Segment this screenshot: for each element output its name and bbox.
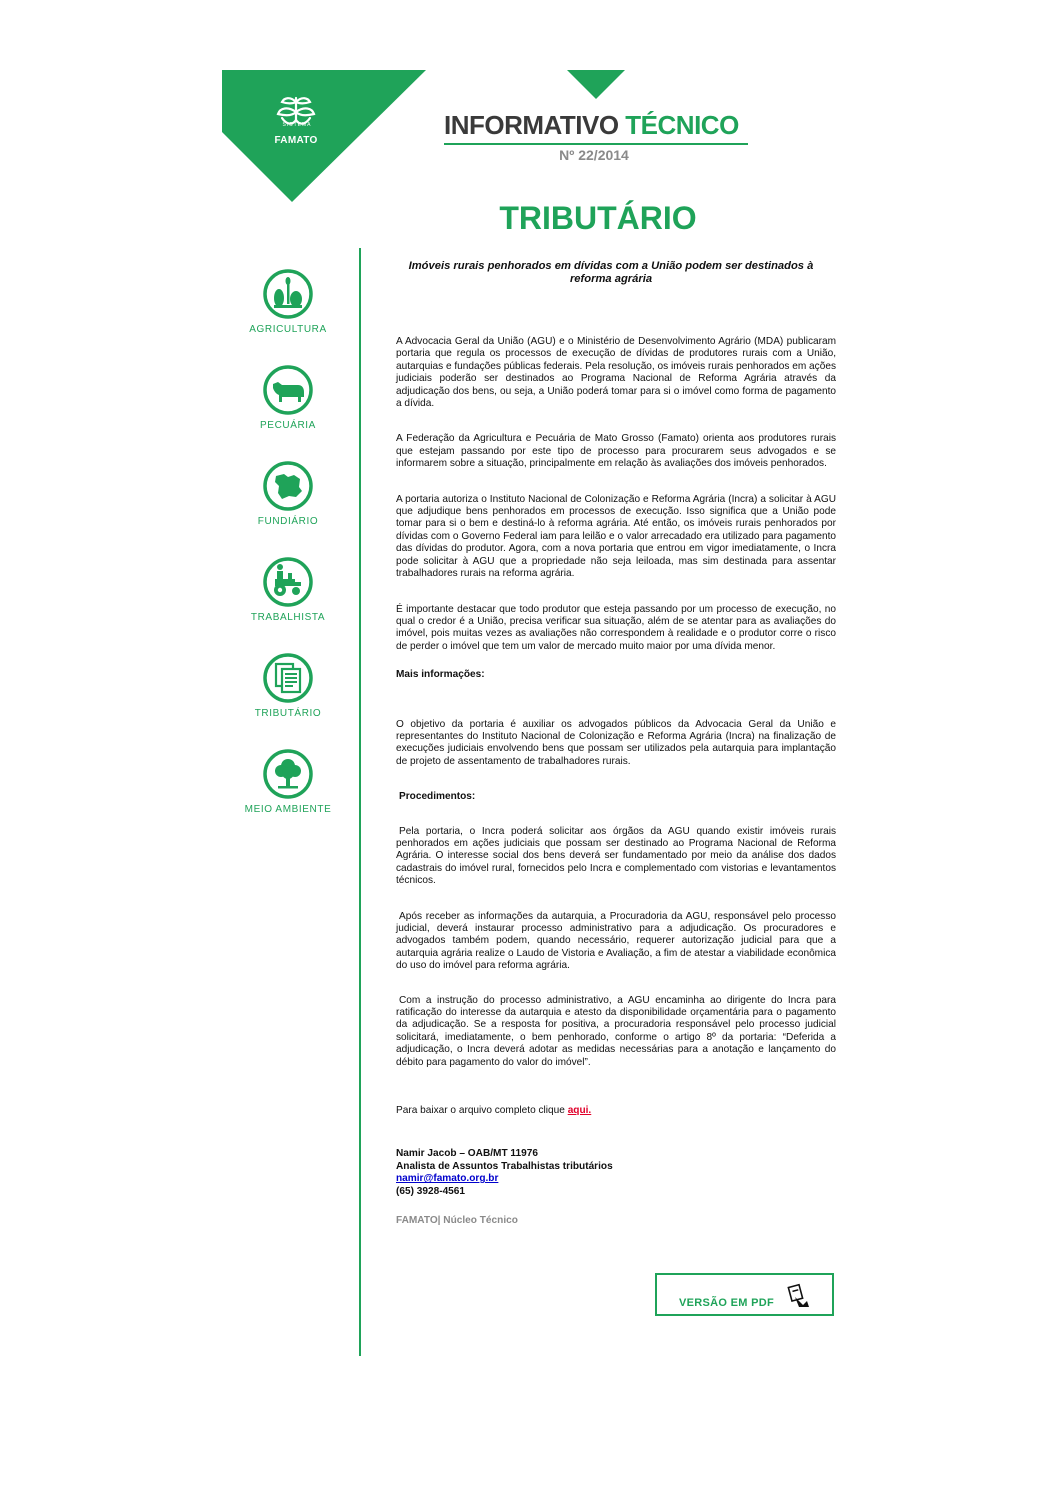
paragraph: A portaria autoriza o Instituto Nacional de Colonização e Reforma Agrária (Incra) a solicitar à AGU que adjudique bens penhorados em processos de execução. Isso significa que a União pode tomar para si o bem e destiná-lo à reforma agrária. Até então, os imóveis rurais penhorados por dívidas com o Governo Federal iam para leilão e o valor arrecadado era utilizado para pagamento das dívidas do produtor. Agora, com a nova portaria que entrou em vigor imediatamente, o Incra pode solicitar à AGU que a propriedade não seja leiloada, mas sim destinada para assentar trabalhadores rurais na reforma agrária. bbox=[396, 493, 836, 580]
section-heading: Mais informações: bbox=[396, 669, 485, 681]
paragraph: Com a instrução do processo administrativo, a AGU encaminha ao dirigente do Incra para ratificação do interesse da autarquia e atesto da disponibilidade orçamentária para o pagamento da adjudicação. Se a resposta for positiva, a procuradoria responsável pelo processo judicial solicitará, imediatamente, o bem penhorado, conforme o artigo 8º da portaria: “Deferida a adjudicação, o Incra deverá adotar as medidas necessárias para a anotação e lançamento do débito para pagamento do valor do imóvel”. bbox=[396, 994, 836, 1068]
pdf-download-icon bbox=[787, 1283, 811, 1309]
title-underline bbox=[444, 143, 748, 145]
pdf-version-label: VERSÃO EM PDF bbox=[679, 1297, 774, 1309]
section-heading: Procedimentos: bbox=[399, 791, 476, 803]
tractor-icon bbox=[262, 556, 314, 608]
sidebar-item-label: MEIO AMBIENTE bbox=[244, 804, 332, 815]
sidebar-item-pecuaria[interactable] bbox=[240, 364, 336, 431]
sidebar-item-agricultura[interactable] bbox=[240, 268, 336, 335]
tree-icon bbox=[262, 748, 314, 800]
plant-icon bbox=[262, 268, 314, 320]
sidebar-item-label: FUNDIÁRIO bbox=[257, 516, 319, 527]
logo-name: FAMATO bbox=[274, 135, 318, 146]
sidebar-item-fundiario[interactable] bbox=[240, 460, 336, 527]
cattle-icon bbox=[262, 364, 314, 416]
documents-icon bbox=[262, 652, 314, 704]
author-role: Analista de Assuntos Trabalhistas tributários bbox=[396, 1160, 613, 1172]
paragraph: É importante destacar que todo produtor que esteja passando por um processo de execução, no qual o credor é a União, precisa verificar sua situação, além de se atentar para as avaliações do imóvel, pois muitas vezes as avaliações não correspondem à realidade e o produtor corre o risco de perder o imóvel que tem um valor de mercado muito maior por uma dívida menor. bbox=[396, 603, 836, 652]
author-name: Namir Jacob – OAB/MT 11976 bbox=[396, 1148, 538, 1160]
author-email-link[interactable]: namir@famato.org.br bbox=[396, 1173, 499, 1185]
section-title: TRIBUTÁRIO bbox=[499, 200, 697, 236]
logo-system-label: SISTEMA bbox=[282, 122, 312, 128]
sidebar-item-trabalhista[interactable] bbox=[240, 556, 336, 623]
download-link[interactable]: aqui. bbox=[567, 1105, 592, 1117]
sidebar-item-label: TRIBUTÁRIO bbox=[254, 708, 322, 719]
sidebar-item-label: AGRICULTURA bbox=[249, 324, 327, 335]
paragraph: A Advocacia Geral da União (AGU) e o Ministério de Desenvolvimento Agrário (MDA) publicaram portaria que regula os processos de execução de dívidas de produtores rurais com a União, autarquias e fundações públicas federais. Pela resolução, os imóveis rurais penhorados em ações judiciais poderão ser destinados ao Programa Nacional de Reforma Agrária através da adjudicação dos bens, ou seja, a União poderá tomar para si o imóvel como forma de pagamento a dívida. bbox=[396, 336, 836, 410]
issue-number: Nº 22/2014 bbox=[559, 147, 629, 163]
paragraph: A Federação da Agricultura e Pecuária de Mato Grosso (Famato) orienta aos produtores rurais que estejam passando por este tipo de processo para procurarem seus advogados e se informarem sobre a situação, principalmente em relação às avaliações dos imóveis penhorados. bbox=[396, 433, 836, 470]
paragraph: Após receber as informações da autarquia, a Procuradoria da AGU, responsável pelo processo judicial, deverá instaurar processo administrativo para a adjudicação. Os procuradores e advogados também podem, quando necessário, requerer autorização judicial para que a autarquia agrária realize o Laudo de Vistoria e Avaliação, a fim de atestar a viabilidade econômica do uso do imóvel para reforma agrária. bbox=[396, 910, 836, 972]
vertical-divider bbox=[359, 248, 361, 1356]
sidebar-item-label: PECUÁRIA bbox=[260, 420, 316, 431]
article-headline: Imóveis rurais penhorados em dívidas com a União podem ser destinados à reforma agrária bbox=[408, 260, 814, 285]
sidebar-item-tributario[interactable] bbox=[240, 652, 336, 719]
land-map-icon bbox=[262, 460, 314, 512]
pdf-version-button[interactable] bbox=[655, 1273, 834, 1316]
page-title: INFORMATIVO TÉCNICO bbox=[444, 110, 739, 140]
article-body bbox=[396, 260, 836, 1228]
sidebar-item-label: TRABALHISTA bbox=[250, 612, 326, 623]
paragraph: Pela portaria, o Incra poderá solicitar aos órgãos da AGU quando existir imóveis rurais penhorados em ações judiciais que possam ser destinado ao Programa Nacional de Reforma Agrária. O interesse social dos bens deverá ser fundamentado por meio da análise dos dados cadastrais do imóvel rural, fornecidos pelo Incra e complementado com vistorias e levantamentos técnicos. bbox=[396, 825, 836, 887]
download-line: Para baixar o arquivo completo clique aqui. bbox=[396, 1105, 592, 1117]
sidebar-item-meio-ambiente[interactable] bbox=[240, 748, 336, 815]
paragraph: O objetivo da portaria é auxiliar os advogados públicos da Advocacia Geral da União e representantes do Instituto Nacional de Colonização e Reforma Agrária (Incra) na finalização de execuções judiciais envolvendo bens que possam ser utilizados pela autarquia para implantação de projeto de assentamento de trabalhadores rurais. bbox=[396, 718, 836, 767]
author-phone: (65) 3928-4561 bbox=[396, 1185, 466, 1197]
header-triangle bbox=[567, 70, 625, 99]
footer-unit: FAMATO| Núcleo Técnico bbox=[396, 1215, 518, 1227]
